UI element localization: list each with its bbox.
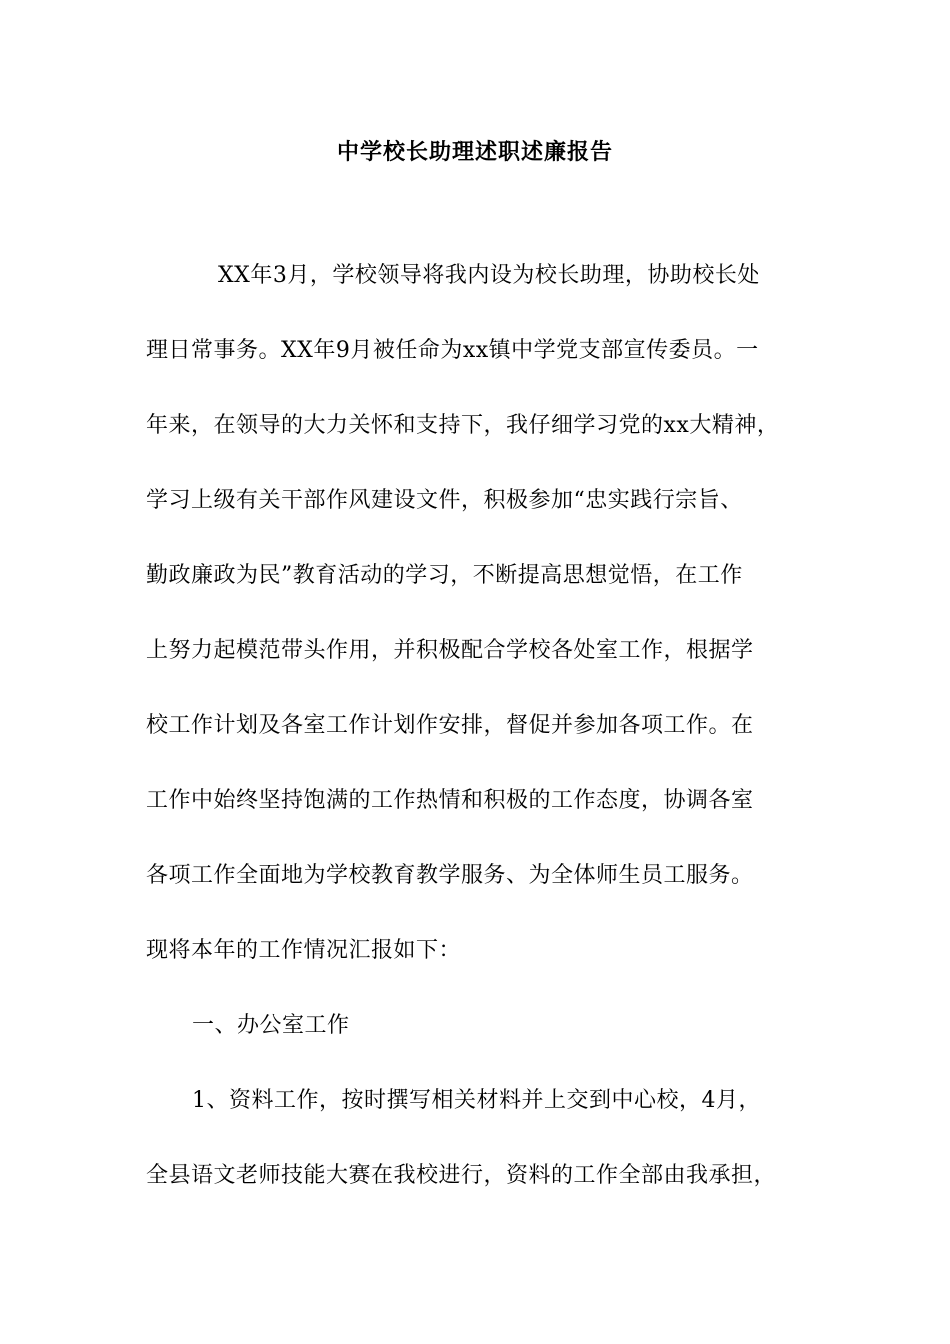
body-line-2: 理日常事务。XX年9月被任命为xx镇中学党支部宣传委员。一: [146, 338, 759, 363]
body-line-8: 工作中始终坚持饱满的工作热情和积极的工作态度，协调各室: [146, 788, 754, 813]
body-line-7: 校工作计划及各室工作计划作安排，督促并参加各项工作。在: [146, 713, 754, 738]
body-line-4: 学习上级有关干部作风建设文件，积极参加“忠实践行宗旨、: [146, 488, 743, 513]
body-line-9: 各项工作全面地为学校教育教学服务、为全体师生员工服务。: [146, 863, 754, 888]
body-line-3: 年来，在领导的大力关怀和支持下，我仔细学习党的xx大精神，: [146, 413, 780, 438]
section-heading-office-work: 一、办公室工作: [192, 1013, 350, 1038]
body-line-6: 上努力起模范带头作用，并积极配合学校各处室工作，根据学: [146, 638, 754, 663]
body-line-1: XX年3月，学校领导将我内设为校长助理，协助校长处: [218, 263, 760, 288]
document-title: 中学校长助理述职述廉报告: [336, 139, 613, 165]
body-line-12: 1、资料工作，按时撰写相关材料并上交到中心校，4月，: [192, 1088, 761, 1113]
body-line-10: 现将本年的工作情况汇报如下：: [146, 938, 462, 963]
body-line-5: 勤政廉政为民”教育活动的学习，不断提高思想觉悟，在工作: [146, 563, 743, 588]
body-line-13: 全县语文老师技能大赛在我校进行，资料的工作全部由我承担，: [146, 1163, 777, 1188]
